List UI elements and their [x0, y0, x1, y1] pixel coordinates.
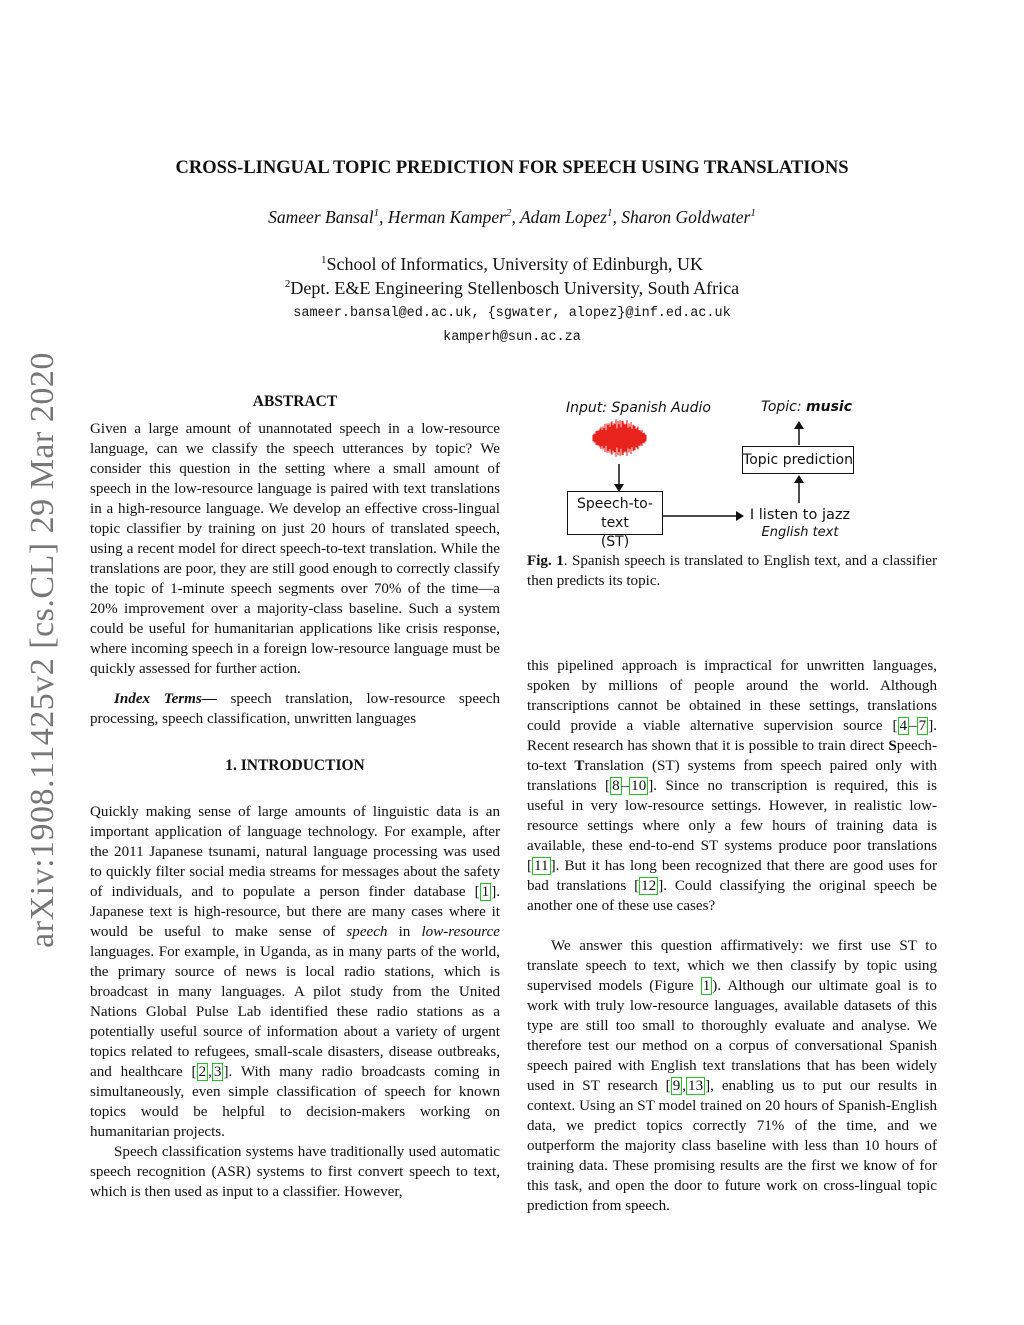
citation-link[interactable]: 2 [198, 1064, 207, 1080]
email-line-2: kamperh@sun.ac.za [443, 330, 581, 345]
affiliation-2 [0, 278, 1024, 299]
topic-value: music [806, 399, 853, 415]
citation-link[interactable]: 1 [481, 884, 490, 900]
abstract-heading: ABSTRACT [252, 393, 338, 410]
intro-paragraph-2: Speech classification systems have traditionally used automatic speech recognition (ASR) systems to first convert speech to text, which is then used as input to a classifier. However, [90, 1144, 500, 1200]
citation-link[interactable]: 13 [688, 1078, 704, 1094]
arxiv-identifier: arXiv:1908.11425v2 [cs.CL] 29 Mar 2020 [24, 352, 61, 948]
author-name: Adam Lopez [519, 207, 607, 227]
citation-link[interactable]: 7 [918, 718, 927, 734]
paper-title: CROSS-LINGUAL TOPIC PREDICTION FOR SPEECH USING TRANSLATIONS [175, 158, 849, 178]
arrowhead [794, 475, 804, 483]
affiliation-number: 1 [320, 254, 327, 266]
author-name: Sameer Bansal [268, 207, 374, 227]
topic-label: Topic: music [761, 399, 853, 415]
citation-link[interactable]: 12 [641, 878, 657, 894]
intro-paragraph-4: We answer this question affirmatively: we first use ST to translate speech to text, which we then classify by topic using supervised models (Figure 1 ). Although our ultimate goal is to work with truly low-resource languages, available datasets of this type are still too small to thoroughly evaluate and analyse. We therefore test our method on a corpus of conversational Spanish speech paired with English text translations that has been widely used in ST research [ 9 , 13 ], enabling us to put our results in context. Using an ST model trained on 20 hours of Spanish-English data, we predict topics correctly 71% of the time, and we outperform the majority class baseline with less than 10 hours of training data. These promising results are the first we know of for this task, and open the door to future work on cross-lingual topic prediction from speech. [527, 938, 937, 1214]
intro-paragraph-1: Quickly making sense of large amounts of linguistic data is an important application of language technology. For example, after the 2011 Japanese tsunami, natural language processing was used to quickly filter social media streams for messages about the safety of individuals, and to populate a person finder database [ 1 ]. Japanese text is high-resource, but there are many cases where it would be useful to make sense of speech in low-resource languages. For example, in Uganda, as in many parts of the world, the primary source of news is local radio stations, which is broadcast in many languages. A pilot study from the United Nations Global Pulse Lab identified these radio stations as a potentially useful source of information about a variety of urgent topics related to refugees, small-scale disasters, disease outbreaks, and healthcare [ 2 , 3 ]. With many radio broadcasts coming in simultaneously, even simple classification of speech for known topics would be helpful to decision-makers working on humanitarian projects. [90, 804, 501, 1140]
affiliation-mark: 1 [373, 207, 380, 220]
citation-link[interactable]: 10 [631, 778, 647, 794]
caption-text: . Spanish speech is translated to English text, and a classifier then predicts its topic. [527, 553, 937, 589]
affiliation-mark: 1 [750, 207, 756, 220]
introduction-heading: 1. INTRODUCTION [225, 757, 365, 774]
citation-link[interactable]: 3 [213, 1064, 222, 1080]
topic-prediction-box: Topic prediction [742, 446, 854, 474]
figure-link[interactable]: 1 [702, 978, 711, 994]
author-name: Sharon Goldwater [621, 207, 751, 227]
intro-paragraph-3: this pipelined approach is impractical for unwritten languages, spoken by millions of people around the world. Although transcriptions cannot be obtained in these settings, translations could provide a viable alternative supervision source [ 4 – 7 ]. Recent research has shown that it is possible to train direct Speech-to-text Translation (ST) systems from speech paired only with translations [ 8 – 10 ]. Since no transcription is required, this is useful in very low-resource settings. However, in realistic low-resource settings where only a few hours of training data is available, these end-to-end ST systems produce poor translations [ 11 ]. But it has long been recognized that there are good uses for bad translations [ 12 ]. Could classifying the original speech be another one of these use cases? [527, 658, 937, 914]
st-box-line-1: Speech-to-text [577, 496, 653, 531]
affiliation-mark: 2 [506, 207, 512, 220]
affiliation-text: Dept. E&E Engineering Stellenbosch University, South Africa [290, 278, 740, 298]
author-name: Herman Kamper [387, 207, 506, 227]
index-terms-text: speech translation, low-resource speech processing, speech classification, unwritten languages [90, 691, 500, 727]
affiliation-1 [0, 254, 1024, 275]
citation-link[interactable]: 8 [612, 778, 620, 794]
citation-link[interactable]: 4 [899, 718, 908, 734]
affiliation-number: 2 [284, 278, 291, 290]
right-column [527, 656, 937, 1216]
index-terms-label: Index Terms— [114, 691, 217, 707]
affiliation-text: School of Informatics, University of Edinburgh, UK [326, 254, 704, 274]
index-terms [90, 689, 500, 729]
figure-1 [527, 390, 937, 550]
abstract-text: Given a large amount of unannotated speech in a low-resource language, can we classify the speech utterances by topic? We consider this question in the setting where a small amount of speech in the low-resource language is paired with text translations in a high-resource language. We develop an effective cross-lingual topic classifier by training on just 20 hours of translated speech, using a recent model for direct speech-to-text translation. While the translations are poor, they are still good enough to correctly classify the topic of 1-minute speech segments over 70% of the time—a 20% improvement over a majority-class baseline. Such a system could be useful for humanitarian applications like crisis response, where incoming speech in a foreign low-resource language must be quickly assessed for further action. [90, 421, 500, 677]
citation-link[interactable]: 11 [534, 858, 549, 874]
citation-link[interactable]: 9 [672, 1078, 681, 1094]
figure-caption [527, 551, 937, 591]
left-column [90, 419, 500, 1202]
caption-label: Fig. 1 [527, 553, 564, 569]
arrowhead [794, 421, 804, 429]
st-box-line-2: (ST) [600, 534, 630, 550]
speech-to-text-box [567, 491, 663, 550]
author-list: Sameer Bansal$^1$, Herman Kamper$^2$, Adam Lopez$^1$, Sharon Goldwater$^1$ [268, 207, 756, 227]
input-label: Input: Spanish Audio [566, 400, 711, 416]
english-text-label: English text [761, 525, 839, 540]
translation-output: I listen to jazz [749, 507, 851, 523]
email-line-1: sameer.bansal@ed.ac.uk, {sgwater, alopez}@inf.ed.ac.uk [293, 306, 731, 321]
audio-waveform [593, 419, 646, 457]
affiliation-mark: 1 [606, 207, 613, 220]
arrowhead [736, 511, 744, 521]
